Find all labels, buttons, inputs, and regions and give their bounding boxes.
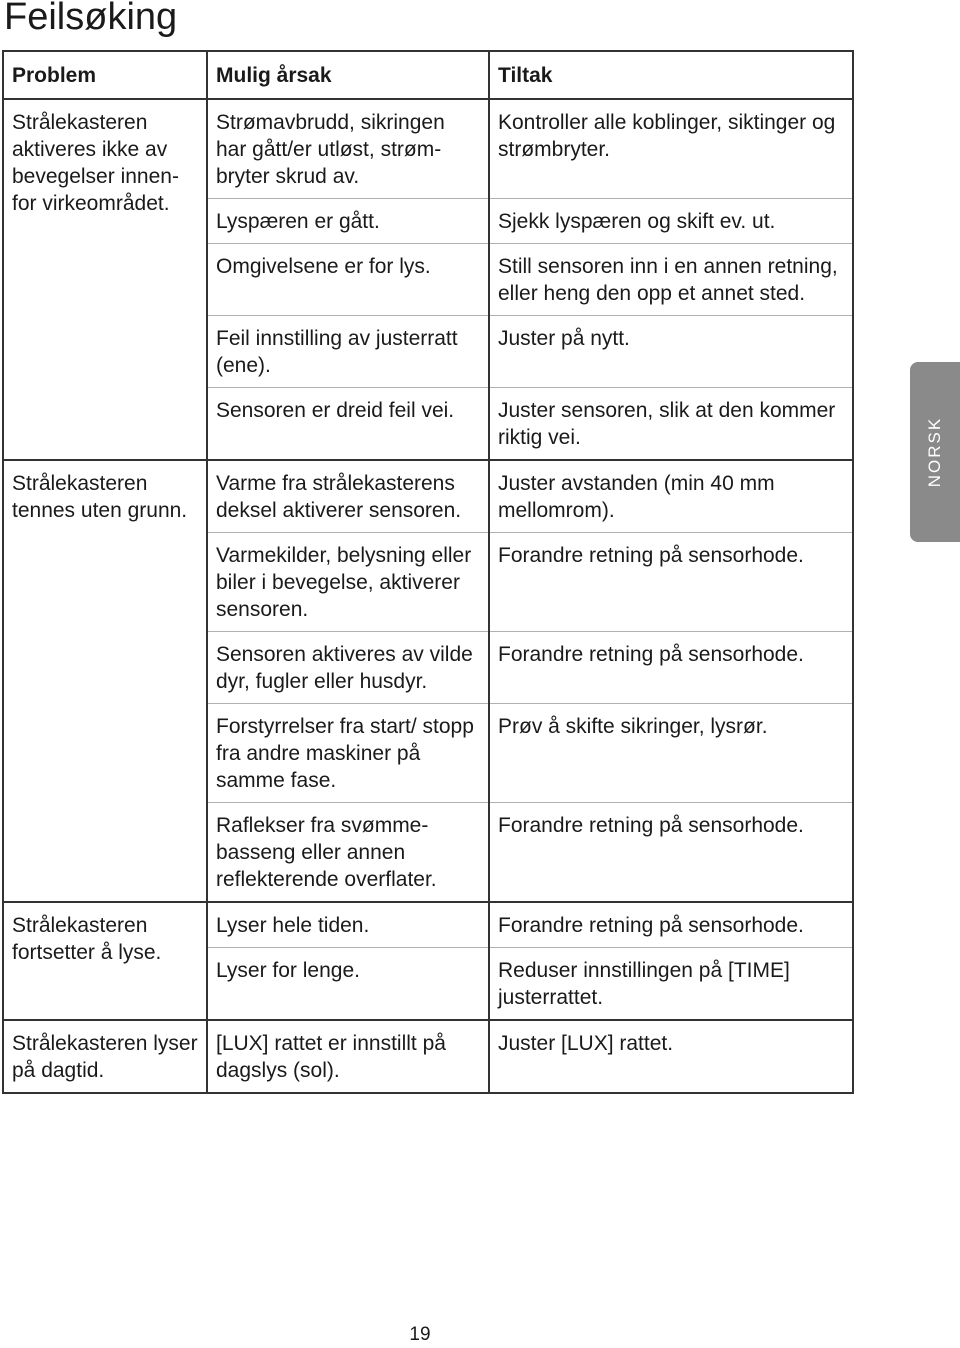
problem-cell: Strålekasteren aktiveres ikke av bevegelser innen-for virkeområdet. <box>3 99 207 460</box>
action-cell: Juster avstanden (min 40 mm mellomrom). <box>489 460 853 533</box>
cause-cell: Strømavbrudd, sikringen har gått/er utløst, strøm-bryter skrud av. <box>207 99 489 199</box>
cause-cell: Forstyrrelser fra start/ stopp fra andre maskiner på samme fase. <box>207 704 489 803</box>
language-tab <box>910 362 960 542</box>
action-cell: Juster sensoren, slik at den kommer riktig vei. <box>489 388 853 461</box>
cause-cell: Raflekser fra svømme-basseng eller annen reflekterende overflater. <box>207 803 489 903</box>
action-cell: Forandre retning på sensorhode. <box>489 632 853 704</box>
action-cell: Forandre retning på sensorhode. <box>489 533 853 632</box>
cause-cell: Lyser hele tiden. <box>207 902 489 948</box>
page-number: 19 <box>409 1324 431 1345</box>
header-action: Tiltak <box>489 51 853 99</box>
header-cause: Mulig årsak <box>207 51 489 99</box>
action-cell: Juster [LUX] rattet. <box>489 1020 853 1093</box>
troubleshooting-table <box>2 50 854 1094</box>
action-cell: Reduser innstillingen på [TIME] justerrattet. <box>489 948 853 1021</box>
cause-cell: Omgivelsene er for lys. <box>207 244 489 316</box>
table-row <box>3 99 853 199</box>
language-tab-label: NORSK <box>925 416 944 488</box>
action-cell: Forandre retning på sensorhode. <box>489 803 853 903</box>
action-cell: Kontroller alle koblinger, siktinger og strømbryter. <box>489 99 853 199</box>
table-row <box>3 460 853 533</box>
action-cell: Sjekk lyspæren og skift ev. ut. <box>489 199 853 244</box>
table-header-row <box>3 51 853 99</box>
cause-cell: [LUX] rattet er innstillt på dagslys (sol). <box>207 1020 489 1093</box>
table-row <box>3 1020 853 1093</box>
problem-cell: Strålekasteren fortsetter å lyse. <box>3 902 207 1020</box>
cause-cell: Lyspæren er gått. <box>207 199 489 244</box>
cause-cell: Varmekilder, belysning eller biler i bevegelse, aktiverer sensoren. <box>207 533 489 632</box>
cause-cell: Feil innstilling av justerratt (ene). <box>207 316 489 388</box>
problem-cell: Strålekasteren tennes uten grunn. <box>3 460 207 902</box>
table-row <box>3 902 853 948</box>
action-cell: Juster på nytt. <box>489 316 853 388</box>
cause-cell: Sensoren er dreid feil vei. <box>207 388 489 461</box>
cause-cell: Lyser for lenge. <box>207 948 489 1021</box>
cause-cell: Varme fra strålekasterens deksel aktiverer sensoren. <box>207 460 489 533</box>
problem-cell: Strålekasteren lyser på dagtid. <box>3 1020 207 1093</box>
action-cell: Still sensoren inn i en annen retning, eller heng den opp et annet sted. <box>489 244 853 316</box>
table-body <box>3 99 853 1093</box>
cause-cell: Sensoren aktiveres av vilde dyr, fugler eller husdyr. <box>207 632 489 704</box>
action-cell: Prøv å skifte sikringer, lysrør. <box>489 704 853 803</box>
header-problem: Problem <box>3 51 207 99</box>
page-title: Feilsøking <box>4 0 178 38</box>
action-cell: Forandre retning på sensorhode. <box>489 902 853 948</box>
